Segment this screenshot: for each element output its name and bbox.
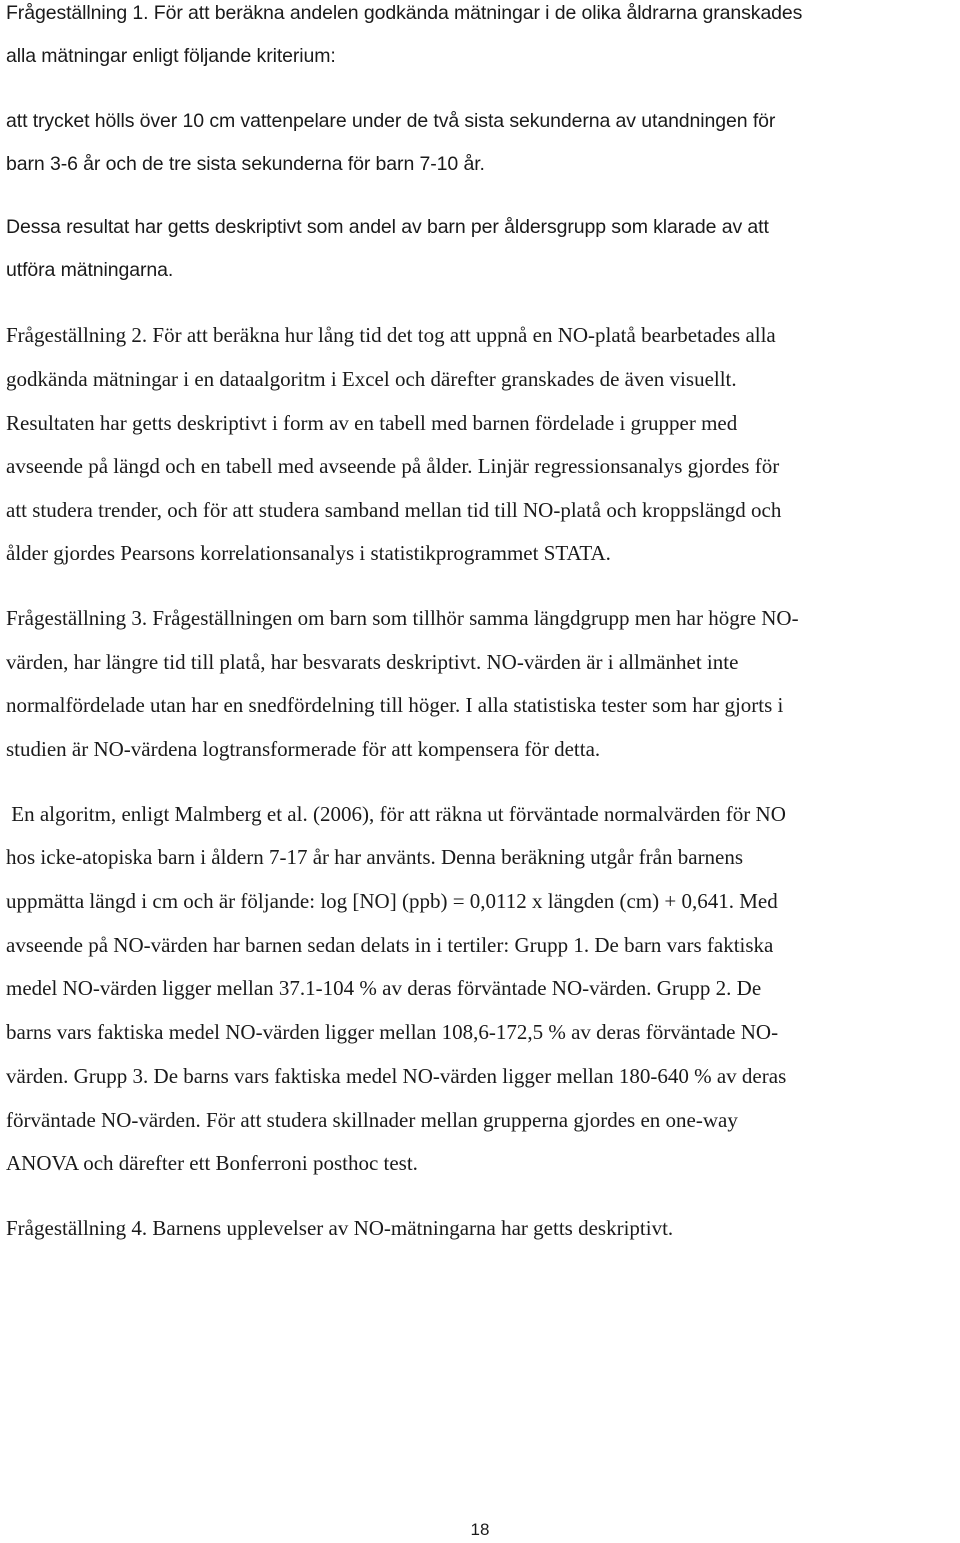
text-line: hos icke-atopiska barn i åldern 7-17 år har använts. Denna beräkning utgår från barnens [6, 845, 744, 869]
text-line: normalfördelade utan har en snedfördelning till höger. I alla statistiska tester som har gjorts i [6, 693, 784, 717]
text-line: Dessa resultat har getts deskriptivt som andel av barn per åldersgrupp som klarade av att [6, 216, 769, 238]
text-line: att studera trender, och för att studera samband mellan tid till NO-platå och kroppslängd och [6, 498, 782, 522]
text-line: barn 3-6 år och de tre sista sekunderna för barn 7-10 år. [6, 153, 485, 175]
text-line: alla mätningar enligt följande kriterium: [6, 45, 336, 67]
text-line: att trycket hölls över 10 cm vattenpelare under de två sista sekunderna av utandningen för [6, 110, 776, 132]
text-line: Resultaten har getts deskriptivt i form av en tabell med barnen fördelade i grupper med [6, 411, 738, 435]
text-line: barns vars faktiska medel NO-värden ligger mellan 108,6-172,5 % av deras förväntade NO- [6, 1020, 779, 1044]
text-line: medel NO-värden ligger mellan 37.1-104 % av deras förväntade NO-värden. Grupp 2. De [6, 976, 762, 1000]
text-line: Frågeställning 4. Barnens upplevelser av NO-mätningarna har getts deskriptivt. [6, 1216, 674, 1240]
text-line: En algoritm, enligt Malmberg et al. (2006), för att räkna ut förväntade normalvärden för NO [6, 802, 786, 826]
text-line: ålder gjordes Pearsons korrelationsanalys i statistikprogrammet STATA. [6, 541, 611, 565]
text-line: ANOVA och därefter ett Bonferroni posthoc test. [6, 1151, 418, 1175]
text-line: förväntade NO-värden. För att studera skillnader mellan grupperna gjordes en one-way [6, 1108, 738, 1132]
text-line: Frågeställning 2. För att beräkna hur lång tid det tog att uppnå en NO-platå bearbetades alla [6, 323, 776, 347]
text-line: värden. Grupp 3. De barns vars faktiska medel NO-värden ligger mellan 180-640 % av deras [6, 1064, 787, 1088]
text-line: värden, har längre tid till platå, har besvarats deskriptivt. NO-värden är i allmänhet inte [6, 650, 739, 674]
text-line: studien är NO-värdena logtransformerade för att kompensera för detta. [6, 737, 601, 761]
text-line: godkända mätningar i en dataalgoritm i Excel och därefter granskades de även visuellt. [6, 367, 737, 391]
text-line: uppmätta längd i cm och är följande: log [NO] (ppb) = 0,0112 x längden (cm) + 0,641. Med [6, 889, 778, 913]
text-line: avseende på NO-värden har barnen sedan delats in i tertiler: Grupp 1. De barn vars faktiska [6, 933, 774, 957]
text-line: utföra mätningarna. [6, 259, 174, 281]
text-line: Frågeställning 3. Frågeställningen om barn som tillhör samma längdgrupp men har högre NO- [6, 606, 799, 630]
page-number: 18 [470, 1520, 490, 1539]
text-line: avseende på längd och en tabell med avseende på ålder. Linjär regressionsanalys gjordes för [6, 454, 780, 478]
text-line: Frågeställning 1. För att beräkna andelen godkända mätningar i de olika åldrarna granskades [6, 2, 803, 24]
